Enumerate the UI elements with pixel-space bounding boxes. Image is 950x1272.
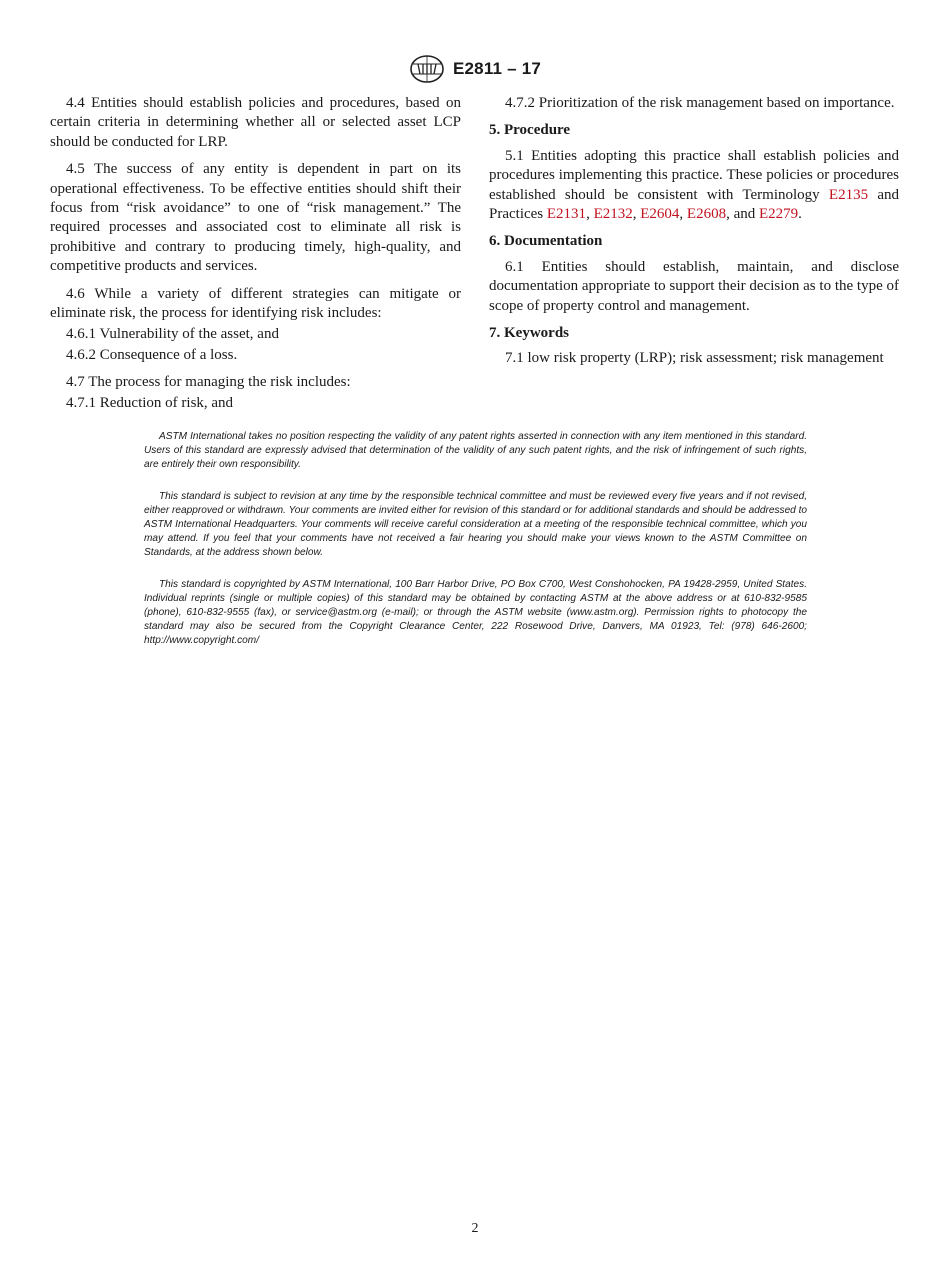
section-4-7-2: 4.7.2 Prioritization of the risk management based on importance. xyxy=(505,95,895,111)
and-separator: , and xyxy=(726,206,756,223)
page-header xyxy=(0,54,950,84)
section-4-6-1: 4.6.1 Vulnerability of the asset, and xyxy=(66,325,279,342)
astm-logo-icon xyxy=(409,54,445,84)
section-7-1: 7.1 low risk property (LRP); risk assessment; risk management xyxy=(505,350,884,367)
link-e2279[interactable]: E2279 xyxy=(759,206,799,223)
section-5-1 xyxy=(489,147,899,225)
link-e2132[interactable]: E2132 xyxy=(593,206,633,223)
right-column xyxy=(489,94,899,369)
copyright-notice: This standard is copyrighted by ASTM International, 100 Barr Harbor Drive, PO Box C700, West Conshohocken, PA 19428-2959, United States. Individual reprints (single or multiple copies) of this standard may be obtained by contacting ASTM at the above address or at 610-832-9585 (phone), 610-832-9555 (fax), or service@astm.org (e-mail); or through the ASTM website (www.astm.org). Permission rights to photocopy the standard may also be secured from the Copyright Clearance Center, 222 Rosewood Drive, Danvers, MA 01923, Tel: (978) 646-2600; http://www.copyright.com/ xyxy=(144,579,807,646)
section-4-4: 4.4 Entities should establish policies and procedures, based on certain criteria in determining whether all or selected asset LCP should be conducted for LRP. xyxy=(50,95,461,150)
legal-notices xyxy=(144,430,807,666)
page-number: 2 xyxy=(471,1221,479,1236)
patent-notice: ASTM International takes no position respecting the validity of any patent rights asserted in connection with any item mentioned in this standard. Users of this standard are expressly advised that determination of the validity of any such patent rights, and the risk of infringement of such rights, are entirely their own responsibility. xyxy=(144,431,807,470)
comma-separator: , xyxy=(679,206,684,223)
heading-procedure: 5. Procedure xyxy=(489,122,571,139)
document-id: E2811 – 17 xyxy=(452,59,542,78)
and-practices-text: and Practices xyxy=(489,186,900,223)
section-4-7: 4.7 The process for managing the risk includes: xyxy=(66,374,351,391)
comma-separator: , xyxy=(586,206,590,223)
heading-keywords: 7. Keywords xyxy=(489,325,569,342)
left-column xyxy=(50,94,461,414)
link-e2131[interactable]: E2131 xyxy=(546,206,587,223)
section-4-7-1: 4.7.1 Reduction of risk, and xyxy=(66,395,234,412)
link-e2608[interactable]: E2608 xyxy=(686,206,727,223)
link-e2604[interactable]: E2604 xyxy=(640,206,680,223)
link-e2135[interactable]: E2135 xyxy=(828,186,869,203)
heading-documentation: 6. Documentation xyxy=(489,233,603,250)
section-4-5: 4.5 The success of any entity is dependent in part on its operational effectiveness. To be effective entities should shift their focus from “risk avoidance” to one of “risk management.” The required processes and associated cost to eliminate all risk is prohibitive and contrary to producing timely, high-quality, and competitive products and services. xyxy=(50,161,461,275)
revision-notice: This standard is subject to revision at any time by the responsible technical committee and must be reviewed every five years and if not revised, either reapproved or withdrawn. Your comments are invited either for revision of this standard or for additional standards and should be addressed to ASTM International Headquarters. Your comments will receive careful consideration at a meeting of the responsible technical committee, which you may attend. If you feel that your comments have not received a fair hearing you should make your views known to the ASTM Committee on Standards, at the address shown below. xyxy=(144,491,808,558)
section-4-6-2: 4.6.2 Consequence of a loss. xyxy=(66,346,238,363)
section-6-1: 6.1 Entities should establish, maintain, and disclose documentation appropriate to support their decision as to the type of scope of property control and management. xyxy=(489,258,899,314)
period: . xyxy=(798,206,802,223)
comma-separator: , xyxy=(632,206,637,223)
section-5-1-text: 5.1 Entities adopting this practice shall establish policies and procedures implementing this practice. These policies or procedures established should be consistent with Terminology xyxy=(489,147,899,203)
section-4-6: 4.6 While a variety of different strategies can mitigate or eliminate risk, the process for identifying risk includes: xyxy=(50,285,461,322)
